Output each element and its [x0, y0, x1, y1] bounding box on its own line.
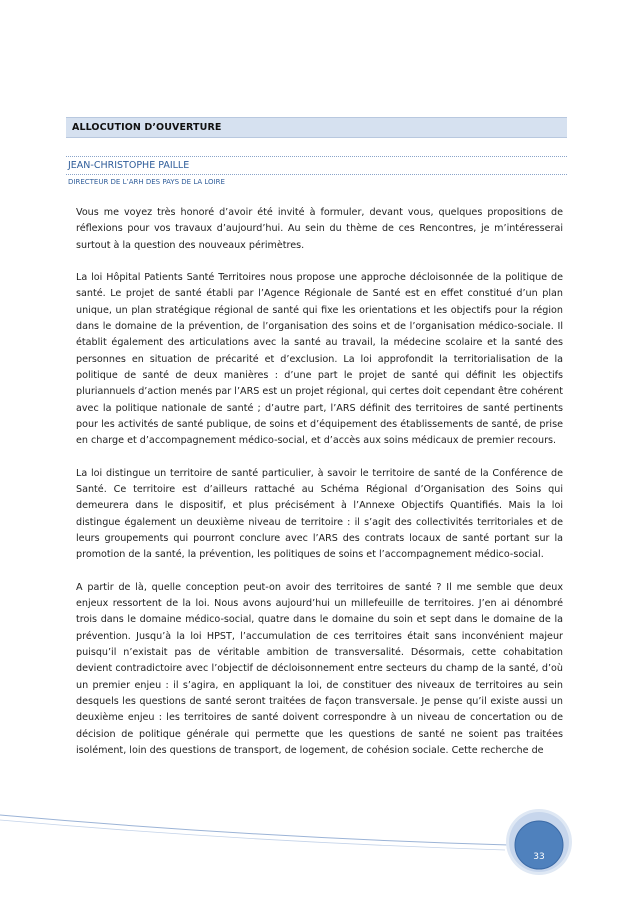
paragraph-3: La loi distingue un territoire de santé particulier, à savoir le territoire de santé de la Conférence de Santé. Ce territoire est d’ailleurs rattaché au Schéma Régional d’Organisation des Soins qui demeurera dans le dispositif, et plus précisément à l’Annexe Objectifs Quantifiés. Mais la loi distingue également un deuxième niveau de territoire : il s’agit des collectivités territoriales et de leurs groupements qui pourront conclure avec l’ARS des contrats locaux de santé portant sur la promotion de la santé, la prévention, les politiques de soins et l’accompagnement médico-social. — [76, 467, 563, 561]
author-name: JEAN-CHRISTOPHE PAILLE — [68, 160, 190, 171]
paragraph-2: La loi Hôpital Patients Santé Territoires nous propose une approche décloisonnée de la politique de santé. Le projet de santé établi par l’Agence Régionale de Santé est en effet constitué d’un plan unique, un plan stratégique régional de santé qui fixe les orientations et les objectifs pour la région dans le domaine de la prévention, de l’organisation des soins et de l’organisation médico-sociale. Il établit également des articulations avec la santé au travail, la médecine scolaire et la santé des personnes en situation de précarité et d’exclusion. La loi approfondit la territorialisation de la politique de santé de deux manières : d’une part le projet de santé qui définit les objectifs pluriannuels d’action menés par l’ARS est un projet régional, qui certes doit cependant être cohérent avec la politique nationale de santé ; d’autre part, l’ARS définit des territoires de santé pertinents pour les activités de santé publique, de soins et d’équipement des établissements de santé, de prise en charge et d’accompagnement médico-social, et d’accès aux soins médicaux de premier recours. — [76, 272, 563, 447]
paragraph-4: A partir de là, quelle conception peut-on avoir des territoires de santé ? Il me semble que deux enjeux ressortent de la loi. Nous avons aujourd’hui un millefeuille de territoires. J’en ai dénombré trois dans le domaine médico-social, quatre dans le domaine du soin et sept dans le domaine de la prévention. Jusqu’à la loi HPST, l’accumulation de ces territoires était sans inconvénient majeur puisqu’il n’existait pas de véritable ambition de transversalité. Désormais, cette cohabitation devient contradictoire avec l’objectif de décloisonnement entre secteurs du champ de la santé, d’où un premier enjeu : il s’agira, en appliquant la loi, de constituer des niveaux de territoires au sein desquels les questions de santé seront traitées de façon transversale. Je pense qu’il existe aussi un deuxième enjeu : les territoires de santé doivent correspondre à un niveau de concertation ou de décision de politique générale qui permette que les questions de santé ne soient pas traitées isolément, loin des questions de transport, de logement, de cohésion sociale. Cette recherche de — [76, 581, 563, 756]
author-middle-divider — [66, 174, 567, 175]
author-role: DIRECTEUR DE L’ARH DES PAYS DE LA LOIRE — [68, 178, 225, 186]
section-title: ALLOCUTION D’OUVERTURE — [72, 122, 222, 133]
page-number: 33 — [533, 852, 545, 862]
page-number-badge — [505, 808, 573, 876]
paragraph-1: Vous me voyez très honoré d’avoir été invité à formuler, devant vous, quelques propositions de réflexions pour vos travaux d’aujourd’hui. Au sein du thème de ces Rencontres, je m’intéresserai surtout à la question des nouveaux périmètres. — [76, 207, 563, 251]
document-body — [76, 205, 563, 775]
author-top-divider — [66, 156, 567, 157]
section-header-bar — [66, 117, 567, 138]
